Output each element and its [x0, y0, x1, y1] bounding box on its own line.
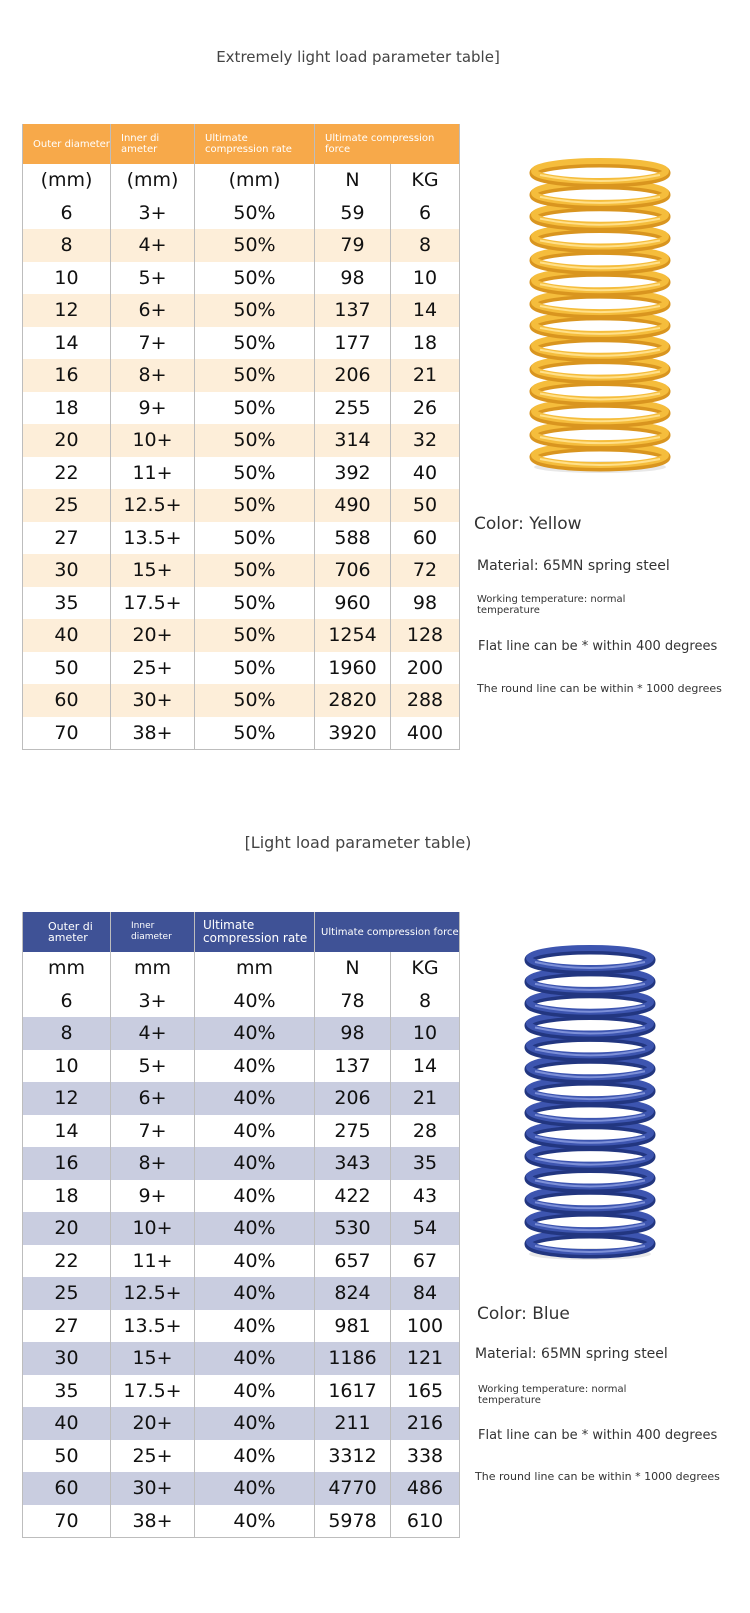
cell-force-kg: 98: [391, 587, 460, 620]
table-header-row: [23, 124, 460, 164]
table-row: [23, 717, 460, 750]
cell-compression-rate: 40%: [195, 1310, 315, 1343]
cell-compression-rate: 40%: [195, 985, 315, 1018]
cell-compression-rate: 40%: [195, 1180, 315, 1213]
cell-inner-diameter: 13.5+: [111, 1310, 195, 1343]
cell-force-n: 3312: [315, 1440, 391, 1473]
cell-force-n: 422: [315, 1180, 391, 1213]
cell-outer-diameter: 50: [23, 652, 111, 685]
cell-outer-diameter: 25: [23, 489, 111, 522]
working-temperature-label: Working temperature: normal temperature: [478, 1384, 627, 1406]
table-row: [23, 1277, 460, 1310]
cell-inner-diameter: 10+: [111, 1212, 195, 1245]
cell-outer-diameter: 10: [23, 262, 111, 295]
units-row: [23, 952, 460, 985]
cell-inner-diameter: 38+: [111, 717, 195, 750]
table-row: [23, 985, 460, 1018]
cell-force-kg: 165: [391, 1375, 460, 1408]
cell-force-n: 78: [315, 985, 391, 1018]
cell-force-kg: 72: [391, 554, 460, 587]
cell-force-n: 1186: [315, 1342, 391, 1375]
cell-inner-diameter: 30+: [111, 1472, 195, 1505]
cell-outer-diameter: 12: [23, 1082, 111, 1115]
cell-force-kg: 610: [391, 1505, 460, 1538]
cell-force-kg: 121: [391, 1342, 460, 1375]
cell-inner-diameter: 9+: [111, 1180, 195, 1213]
cell-force-kg: 216: [391, 1407, 460, 1440]
cell-compression-rate: 50%: [195, 424, 315, 457]
blue-spring-image: [515, 942, 665, 1262]
cell-outer-diameter: 16: [23, 1147, 111, 1180]
cell-compression-rate: 40%: [195, 1212, 315, 1245]
header-outer-diameter: Outer di ameter: [23, 912, 111, 952]
cell-force-n: 275: [315, 1115, 391, 1148]
table-row: [23, 522, 460, 555]
cell-outer-diameter: 22: [23, 1245, 111, 1278]
table-row: [23, 619, 460, 652]
cell-inner-diameter: 7+: [111, 327, 195, 360]
cell-outer-diameter: 10: [23, 1050, 111, 1083]
unit-force-n: N: [315, 952, 391, 985]
table-row: [23, 392, 460, 425]
color-label: Color: Blue: [477, 1304, 570, 1324]
section-title-extremely-light: Extremely light load parameter table]: [216, 48, 500, 66]
cell-force-n: 206: [315, 1082, 391, 1115]
cell-outer-diameter: 30: [23, 554, 111, 587]
cell-compression-rate: 50%: [195, 717, 315, 750]
cell-force-n: 255: [315, 392, 391, 425]
cell-inner-diameter: 12.5+: [111, 1277, 195, 1310]
cell-inner-diameter: 17.5+: [111, 1375, 195, 1408]
cell-force-kg: 338: [391, 1440, 460, 1473]
cell-force-kg: 32: [391, 424, 460, 457]
cell-force-kg: 10: [391, 262, 460, 295]
table-row: [23, 1342, 460, 1375]
cell-compression-rate: 40%: [195, 1115, 315, 1148]
color-label: Color: Yellow: [474, 514, 582, 534]
cell-outer-diameter: 70: [23, 717, 111, 750]
cell-inner-diameter: 8+: [111, 1147, 195, 1180]
cell-compression-rate: 40%: [195, 1082, 315, 1115]
unit-force-kg: KG: [391, 164, 460, 197]
unit-inner: (mm): [111, 164, 195, 197]
unit-rate: (mm): [195, 164, 315, 197]
cell-force-n: 1617: [315, 1375, 391, 1408]
table-row: [23, 1212, 460, 1245]
cell-force-n: 4770: [315, 1472, 391, 1505]
cell-compression-rate: 40%: [195, 1407, 315, 1440]
table-row: [23, 684, 460, 717]
cell-inner-diameter: 20+: [111, 619, 195, 652]
cell-force-n: 137: [315, 1050, 391, 1083]
table-row: [23, 424, 460, 457]
cell-outer-diameter: 30: [23, 1342, 111, 1375]
cell-compression-rate: 50%: [195, 457, 315, 490]
cell-force-kg: 486: [391, 1472, 460, 1505]
cell-outer-diameter: 12: [23, 294, 111, 327]
table-row: [23, 1440, 460, 1473]
cell-inner-diameter: 11+: [111, 457, 195, 490]
cell-outer-diameter: 35: [23, 1375, 111, 1408]
cell-compression-rate: 50%: [195, 262, 315, 295]
cell-inner-diameter: 10+: [111, 424, 195, 457]
cell-inner-diameter: 4+: [111, 1017, 195, 1050]
table-row: [23, 1017, 460, 1050]
cell-inner-diameter: 15+: [111, 554, 195, 587]
cell-inner-diameter: 13.5+: [111, 522, 195, 555]
table-row: [23, 229, 460, 262]
header-compression-rate: Ultimate compression rate: [195, 124, 315, 164]
cell-compression-rate: 50%: [195, 327, 315, 360]
cell-inner-diameter: 9+: [111, 392, 195, 425]
table-row: [23, 1407, 460, 1440]
cell-inner-diameter: 5+: [111, 262, 195, 295]
cell-force-kg: 100: [391, 1310, 460, 1343]
section-title-light: [Light load parameter table): [244, 833, 472, 852]
cell-compression-rate: 50%: [195, 392, 315, 425]
table-row: [23, 327, 460, 360]
cell-force-n: 137: [315, 294, 391, 327]
light-load-table: [22, 912, 460, 1538]
cell-force-kg: 6: [391, 197, 460, 230]
cell-force-n: 2820: [315, 684, 391, 717]
cell-force-kg: 18: [391, 327, 460, 360]
cell-compression-rate: 40%: [195, 1017, 315, 1050]
cell-force-n: 1254: [315, 619, 391, 652]
header-outer-diameter: Outer diameter: [23, 124, 111, 164]
cell-force-n: 79: [315, 229, 391, 262]
cell-force-kg: 28: [391, 1115, 460, 1148]
cell-compression-rate: 50%: [195, 619, 315, 652]
cell-compression-rate: 40%: [195, 1147, 315, 1180]
table-row: [23, 262, 460, 295]
cell-inner-diameter: 8+: [111, 359, 195, 392]
unit-rate: mm: [195, 952, 315, 985]
table-header-row: [23, 912, 460, 952]
cell-compression-rate: 40%: [195, 1342, 315, 1375]
cell-outer-diameter: 14: [23, 327, 111, 360]
unit-outer: mm: [23, 952, 111, 985]
header-inner-diameter: Inner di ameter: [111, 124, 195, 164]
cell-compression-rate: 40%: [195, 1245, 315, 1278]
unit-outer: (mm): [23, 164, 111, 197]
cell-force-n: 59: [315, 197, 391, 230]
table-row: [23, 1180, 460, 1213]
cell-inner-diameter: 12.5+: [111, 489, 195, 522]
cell-force-n: 1960: [315, 652, 391, 685]
cell-compression-rate: 50%: [195, 554, 315, 587]
cell-outer-diameter: 27: [23, 1310, 111, 1343]
material-label: Material: 65MN spring steel: [475, 1346, 668, 1362]
table-row: [23, 652, 460, 685]
cell-compression-rate: 40%: [195, 1277, 315, 1310]
cell-outer-diameter: 14: [23, 1115, 111, 1148]
table-row: [23, 457, 460, 490]
cell-force-n: 392: [315, 457, 391, 490]
cell-compression-rate: 50%: [195, 359, 315, 392]
cell-force-n: 177: [315, 327, 391, 360]
cell-outer-diameter: 8: [23, 229, 111, 262]
cell-force-n: 530: [315, 1212, 391, 1245]
cell-compression-rate: 40%: [195, 1440, 315, 1473]
cell-outer-diameter: 60: [23, 1472, 111, 1505]
cell-outer-diameter: 40: [23, 619, 111, 652]
cell-force-kg: 21: [391, 1082, 460, 1115]
cell-force-n: 490: [315, 489, 391, 522]
cell-force-n: 3920: [315, 717, 391, 750]
cell-force-n: 206: [315, 359, 391, 392]
cell-force-n: 824: [315, 1277, 391, 1310]
table-row: [23, 1082, 460, 1115]
cell-inner-diameter: 11+: [111, 1245, 195, 1278]
cell-outer-diameter: 22: [23, 457, 111, 490]
cell-force-kg: 43: [391, 1180, 460, 1213]
cell-force-kg: 67: [391, 1245, 460, 1278]
cell-inner-diameter: 20+: [111, 1407, 195, 1440]
header-compression-force: Ultimate compression force: [315, 912, 460, 952]
cell-outer-diameter: 6: [23, 985, 111, 1018]
cell-outer-diameter: 40: [23, 1407, 111, 1440]
cell-force-kg: 35: [391, 1147, 460, 1180]
cell-outer-diameter: 27: [23, 522, 111, 555]
cell-compression-rate: 40%: [195, 1050, 315, 1083]
table-row: [23, 294, 460, 327]
cell-force-kg: 14: [391, 294, 460, 327]
cell-outer-diameter: 6: [23, 197, 111, 230]
cell-inner-diameter: 17.5+: [111, 587, 195, 620]
cell-force-n: 5978: [315, 1505, 391, 1538]
cell-inner-diameter: 6+: [111, 1082, 195, 1115]
cell-force-kg: 288: [391, 684, 460, 717]
table-row: [23, 1115, 460, 1148]
cell-compression-rate: 50%: [195, 489, 315, 522]
cell-inner-diameter: 25+: [111, 652, 195, 685]
cell-outer-diameter: 20: [23, 424, 111, 457]
table-row: [23, 1147, 460, 1180]
cell-inner-diameter: 3+: [111, 985, 195, 1018]
cell-inner-diameter: 6+: [111, 294, 195, 327]
units-row: [23, 164, 460, 197]
cell-force-n: 960: [315, 587, 391, 620]
cell-force-n: 343: [315, 1147, 391, 1180]
table-row: [23, 489, 460, 522]
table-row: [23, 1505, 460, 1538]
cell-force-n: 588: [315, 522, 391, 555]
table-row: [23, 1050, 460, 1083]
cell-inner-diameter: 15+: [111, 1342, 195, 1375]
cell-outer-diameter: 50: [23, 1440, 111, 1473]
cell-force-kg: 50: [391, 489, 460, 522]
cell-force-kg: 8: [391, 229, 460, 262]
cell-compression-rate: 50%: [195, 229, 315, 262]
cell-force-kg: 8: [391, 985, 460, 1018]
cell-force-n: 314: [315, 424, 391, 457]
cell-outer-diameter: 60: [23, 684, 111, 717]
cell-outer-diameter: 25: [23, 1277, 111, 1310]
yellow-spring-image: [520, 155, 680, 475]
table-row: [23, 1472, 460, 1505]
cell-compression-rate: 50%: [195, 197, 315, 230]
cell-force-n: 211: [315, 1407, 391, 1440]
cell-inner-diameter: 38+: [111, 1505, 195, 1538]
header-inner-diameter: Inner diameter: [111, 912, 195, 952]
cell-compression-rate: 50%: [195, 522, 315, 555]
cell-compression-rate: 50%: [195, 652, 315, 685]
cell-force-n: 981: [315, 1310, 391, 1343]
working-temperature-label: Working temperature: normal temperature: [477, 594, 626, 616]
cell-force-n: 98: [315, 262, 391, 295]
cell-inner-diameter: 7+: [111, 1115, 195, 1148]
cell-inner-diameter: 5+: [111, 1050, 195, 1083]
flat-line-label: Flat line can be * within 400 degrees: [478, 1428, 718, 1443]
cell-force-kg: 10: [391, 1017, 460, 1050]
cell-inner-diameter: 3+: [111, 197, 195, 230]
cell-force-kg: 128: [391, 619, 460, 652]
table-row: [23, 554, 460, 587]
table-row: [23, 1245, 460, 1278]
table-row: [23, 1375, 460, 1408]
cell-compression-rate: 50%: [195, 684, 315, 717]
cell-force-kg: 400: [391, 717, 460, 750]
cell-compression-rate: 50%: [195, 294, 315, 327]
material-label: Material: 65MN spring steel: [477, 558, 670, 574]
table-row: [23, 359, 460, 392]
cell-compression-rate: 40%: [195, 1375, 315, 1408]
flat-line-label: Flat line can be * within 400 degrees: [478, 639, 718, 654]
cell-compression-rate: 40%: [195, 1472, 315, 1505]
header-compression-rate: Ultimate compression rate: [195, 912, 315, 952]
cell-outer-diameter: 35: [23, 587, 111, 620]
table-row: [23, 1310, 460, 1343]
cell-compression-rate: 40%: [195, 1505, 315, 1538]
header-compression-force: Ultimate compression force: [315, 124, 460, 164]
cell-outer-diameter: 70: [23, 1505, 111, 1538]
unit-force-kg: KG: [391, 952, 460, 985]
table-row: [23, 587, 460, 620]
cell-force-kg: 40: [391, 457, 460, 490]
cell-force-kg: 26: [391, 392, 460, 425]
cell-force-kg: 14: [391, 1050, 460, 1083]
cell-outer-diameter: 16: [23, 359, 111, 392]
unit-force-n: N: [315, 164, 391, 197]
cell-force-kg: 200: [391, 652, 460, 685]
cell-outer-diameter: 20: [23, 1212, 111, 1245]
unit-inner: mm: [111, 952, 195, 985]
cell-inner-diameter: 30+: [111, 684, 195, 717]
cell-outer-diameter: 18: [23, 1180, 111, 1213]
cell-outer-diameter: 8: [23, 1017, 111, 1050]
cell-force-kg: 84: [391, 1277, 460, 1310]
cell-inner-diameter: 25+: [111, 1440, 195, 1473]
cell-force-n: 706: [315, 554, 391, 587]
cell-force-kg: 60: [391, 522, 460, 555]
extremely-light-load-table: [22, 124, 460, 750]
cell-force-kg: 21: [391, 359, 460, 392]
cell-outer-diameter: 18: [23, 392, 111, 425]
cell-force-kg: 54: [391, 1212, 460, 1245]
cell-inner-diameter: 4+: [111, 229, 195, 262]
round-line-label: The round line can be within * 1000 degrees: [475, 1470, 720, 1483]
cell-force-n: 98: [315, 1017, 391, 1050]
cell-compression-rate: 50%: [195, 587, 315, 620]
cell-force-n: 657: [315, 1245, 391, 1278]
round-line-label: The round line can be within * 1000 degrees: [477, 682, 722, 695]
table-row: [23, 197, 460, 230]
